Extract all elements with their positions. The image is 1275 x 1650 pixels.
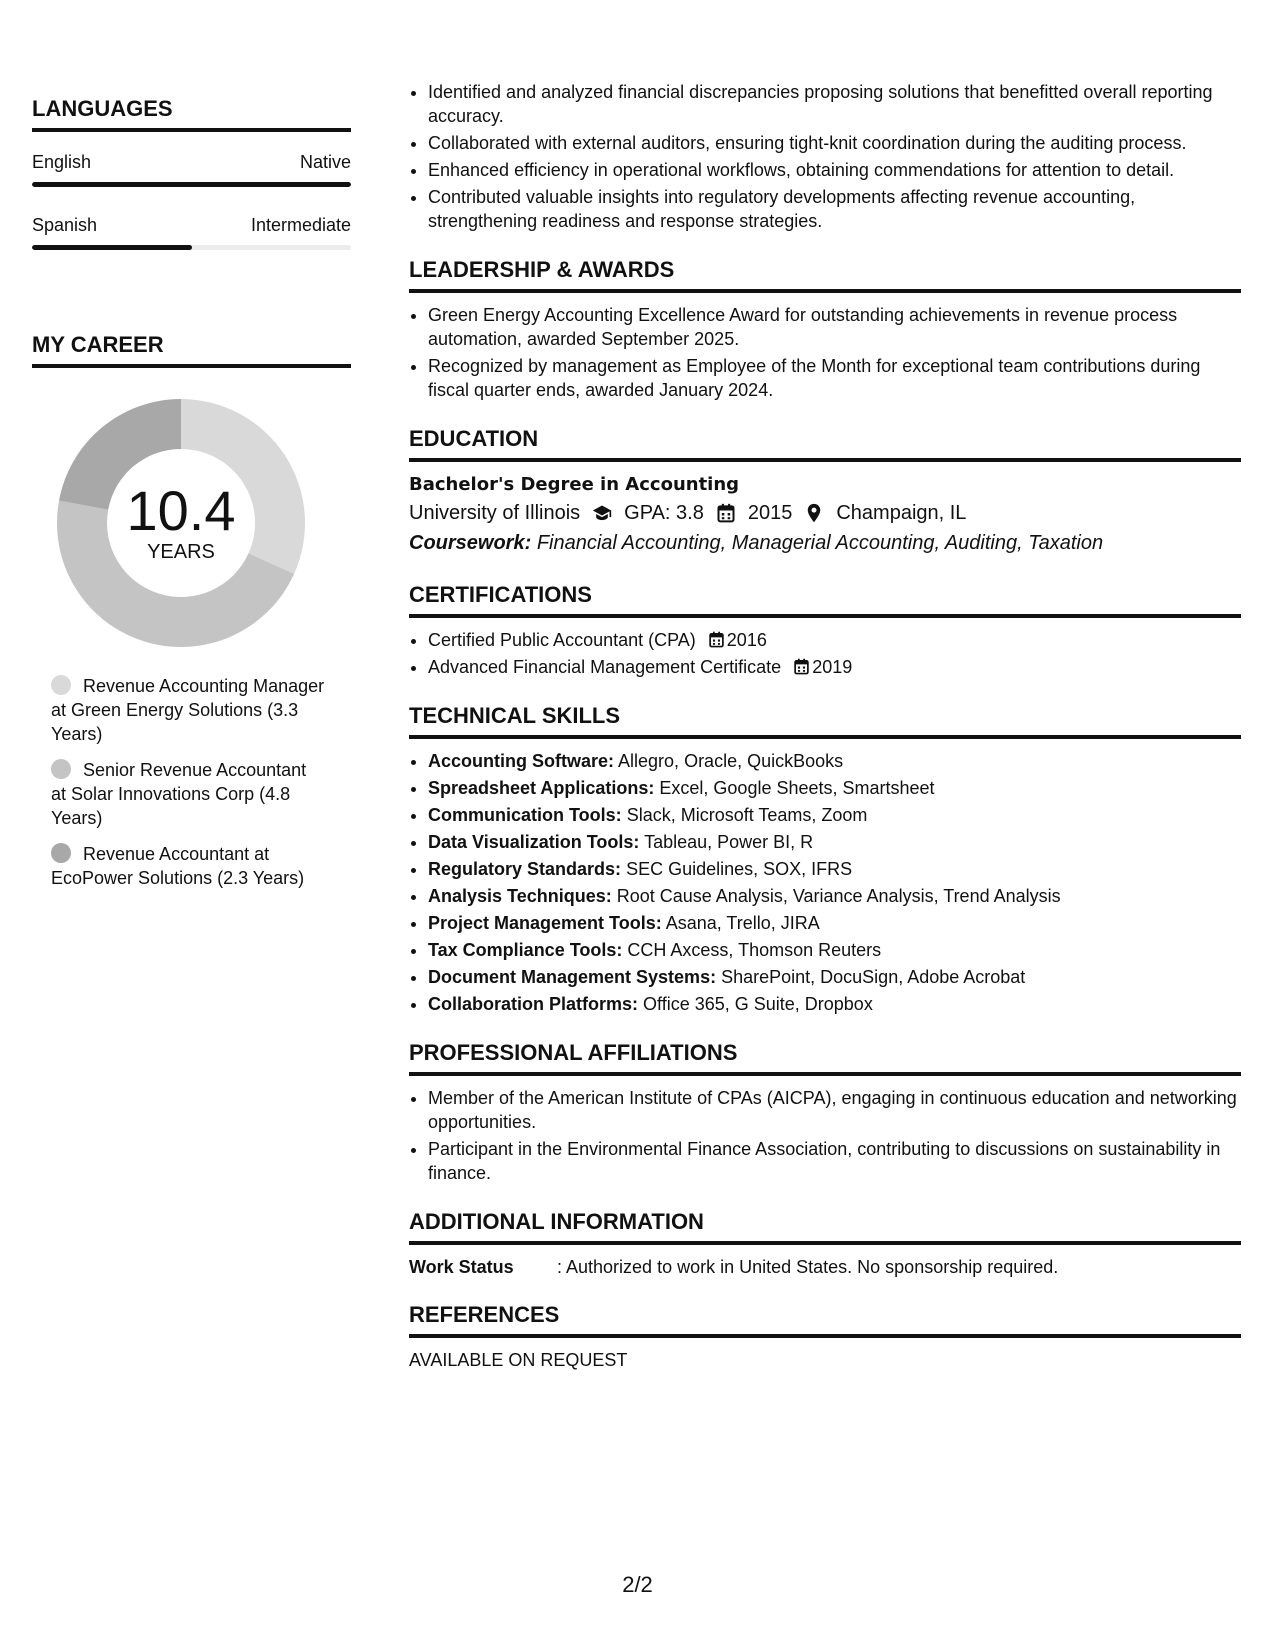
references-title: REFERENCES [409, 1302, 1241, 1338]
leadership-section [409, 257, 1241, 402]
language-proficiency-fill [32, 245, 192, 250]
language-proficiency-bar [32, 245, 351, 250]
skill-value: Root Cause Analysis, Variance Analysis, Trend Analysis [616, 886, 1061, 906]
legend-item [51, 674, 326, 746]
legend-dot [51, 759, 71, 779]
affiliations-section [409, 1040, 1241, 1185]
skill-label: Accounting Software: [428, 751, 615, 771]
skill-item [428, 803, 1241, 827]
certifications-list [409, 628, 1241, 679]
skill-item [428, 884, 1241, 908]
skill-item [428, 938, 1241, 962]
affiliations-title: PROFESSIONAL AFFILIATIONS [409, 1040, 1241, 1076]
experience-bullet: • Enhanced efficiency in operational workflows, obtaining commendations for attention to detail. [428, 158, 1241, 182]
education-degree: Bachelor's Degree in Accounting [409, 474, 740, 495]
skill-item [428, 749, 1241, 773]
certification-name: Certified Public Accountant (CPA) [428, 630, 696, 650]
skill-label: Document Management Systems: [428, 967, 717, 987]
skill-item [428, 830, 1241, 854]
skill-item [428, 857, 1241, 881]
coursework-value: Financial Accounting, Managerial Accounting, Auditing, Taxation [536, 532, 1104, 554]
skill-label: Project Management Tools: [428, 913, 662, 933]
education-coursework [409, 528, 1241, 558]
skills-section [409, 703, 1241, 1016]
education-title: EDUCATION [409, 426, 1241, 462]
leadership-item: • Recognized by management as Employee of the Month for exceptional team contributions during fiscal quarter ends, awarded January 2024. [428, 354, 1241, 402]
main-content [409, 80, 1241, 1371]
career-title: MY CAREER [32, 324, 351, 368]
language-name: Spanish [32, 215, 98, 235]
skill-label: Data Visualization Tools: [428, 832, 640, 852]
affiliation-item: • Member of the American Institute of CPAs (AICPA), engaging in continuous education and networking opportunities. [428, 1086, 1241, 1134]
skill-label: Spreadsheet Applications: [428, 778, 655, 798]
map-pin-icon [804, 503, 824, 523]
skill-item [428, 992, 1241, 1016]
language-name: English [32, 152, 92, 172]
experience-bullet: • Identified and analyzed financial discrepancies proposing solutions that benefitted overall reporting accuracy. [428, 80, 1241, 128]
skill-item [428, 911, 1241, 935]
certification-item [428, 628, 1241, 652]
language-proficiency-bar [32, 182, 351, 187]
skill-label: Communication Tools: [428, 805, 622, 825]
skill-value: Allegro, Oracle, QuickBooks [618, 751, 844, 771]
legend-label: Revenue Accounting Manager at Green Energy Solutions (3.3 Years) [51, 676, 325, 744]
skills-list [409, 749, 1241, 1016]
calendar-icon [793, 658, 810, 675]
education-section [409, 426, 1241, 558]
legend-item [51, 758, 326, 830]
career-section [32, 324, 351, 890]
affiliations-list [409, 1086, 1241, 1185]
leadership-list [409, 303, 1241, 402]
language-level: Intermediate [250, 215, 351, 235]
page-number: 2/2 [622, 1572, 653, 1597]
legend-item [51, 842, 326, 890]
affiliation-item: • Participant in the Environmental Finance Association, contributing to discussions on sustainability in finance. [428, 1137, 1241, 1185]
calendar-icon [716, 503, 736, 523]
language-item [32, 152, 351, 187]
skill-label: Regulatory Standards: [428, 859, 622, 879]
leadership-item: • Green Energy Accounting Excellence Award for outstanding achievements in revenue process automation, awarded September 2025. [428, 303, 1241, 351]
skill-value: Excel, Google Sheets, Smartsheet [659, 778, 935, 798]
skill-item [428, 776, 1241, 800]
calendar-icon [708, 631, 725, 648]
certifications-section [409, 582, 1241, 679]
certification-year: 2019 [812, 657, 853, 677]
skill-label: Tax Compliance Tools: [428, 940, 623, 960]
education-meta [409, 498, 1241, 528]
skill-value: CCH Axcess, Thomson Reuters [627, 940, 882, 960]
certifications-title: CERTIFICATIONS [409, 582, 1241, 618]
experience-bullet: • Contributed valuable insights into regulatory developments affecting revenue accounting, strengthening readiness and response strategies. [428, 185, 1241, 233]
certification-year: 2016 [726, 630, 767, 650]
skill-label: Analysis Techniques: [428, 886, 612, 906]
legend-label: Revenue Accountant at EcoPower Solutions (2.3 Years) [51, 844, 305, 888]
languages-title: LANGUAGES [32, 88, 351, 132]
skill-label: Collaboration Platforms: [428, 994, 639, 1014]
leadership-title: LEADERSHIP & AWARDS [409, 257, 1241, 293]
career-legend [51, 674, 351, 890]
references-text: AVAILABLE ON REQUEST [409, 1350, 628, 1370]
legend-dot [51, 843, 71, 863]
education-gpa: GPA: 3.8 [624, 502, 704, 524]
work-status-label: Work Status [409, 1257, 514, 1277]
education-school: University of Illinois [409, 502, 581, 524]
legend-label: Senior Revenue Accountant at Solar Innovations Corp (4.8 Years) [51, 760, 307, 828]
languages-section [32, 88, 351, 250]
skill-item [428, 965, 1241, 989]
language-proficiency-fill [32, 182, 351, 187]
skill-value: Tableau, Power BI, R [644, 832, 814, 852]
experience-bullet: • Collaborated with external auditors, ensuring tight-knit coordination during the auditing process. [428, 131, 1241, 155]
education-location: Champaign, IL [836, 502, 967, 524]
skill-value: Asana, Trello, JIRA [665, 913, 820, 933]
skill-value: Slack, Microsoft Teams, Zoom [626, 805, 868, 825]
career-donut-chart [56, 398, 306, 648]
work-status-value: : Authorized to work in United States. No sponsorship required. [557, 1257, 1059, 1277]
language-item [32, 215, 351, 250]
skill-value: SharePoint, DocuSign, Adobe Acrobat [721, 967, 1026, 987]
career-total-years: 10.4 [126, 479, 236, 542]
skill-value: SEC Guidelines, SOX, IFRS [626, 859, 853, 879]
skill-value: Office 365, G Suite, Dropbox [643, 994, 873, 1014]
additional-info-section [409, 1209, 1241, 1278]
coursework-label: Coursework: [409, 532, 532, 554]
career-years-label: YEARS [147, 541, 215, 563]
donut-center [56, 398, 306, 648]
work-status-row [409, 1257, 1241, 1278]
certification-item [428, 655, 1241, 679]
skills-title: TECHNICAL SKILLS [409, 703, 1241, 739]
education-year: 2015 [747, 502, 793, 524]
language-level: Native [299, 152, 351, 172]
references-section [409, 1302, 1241, 1371]
experience-bullets [409, 80, 1241, 233]
legend-dot [51, 675, 71, 695]
certification-name: Advanced Financial Management Certificate [428, 657, 782, 677]
additional-info-title: ADDITIONAL INFORMATION [409, 1209, 1241, 1245]
graduation-cap-icon [592, 503, 612, 523]
sidebar [32, 88, 351, 902]
